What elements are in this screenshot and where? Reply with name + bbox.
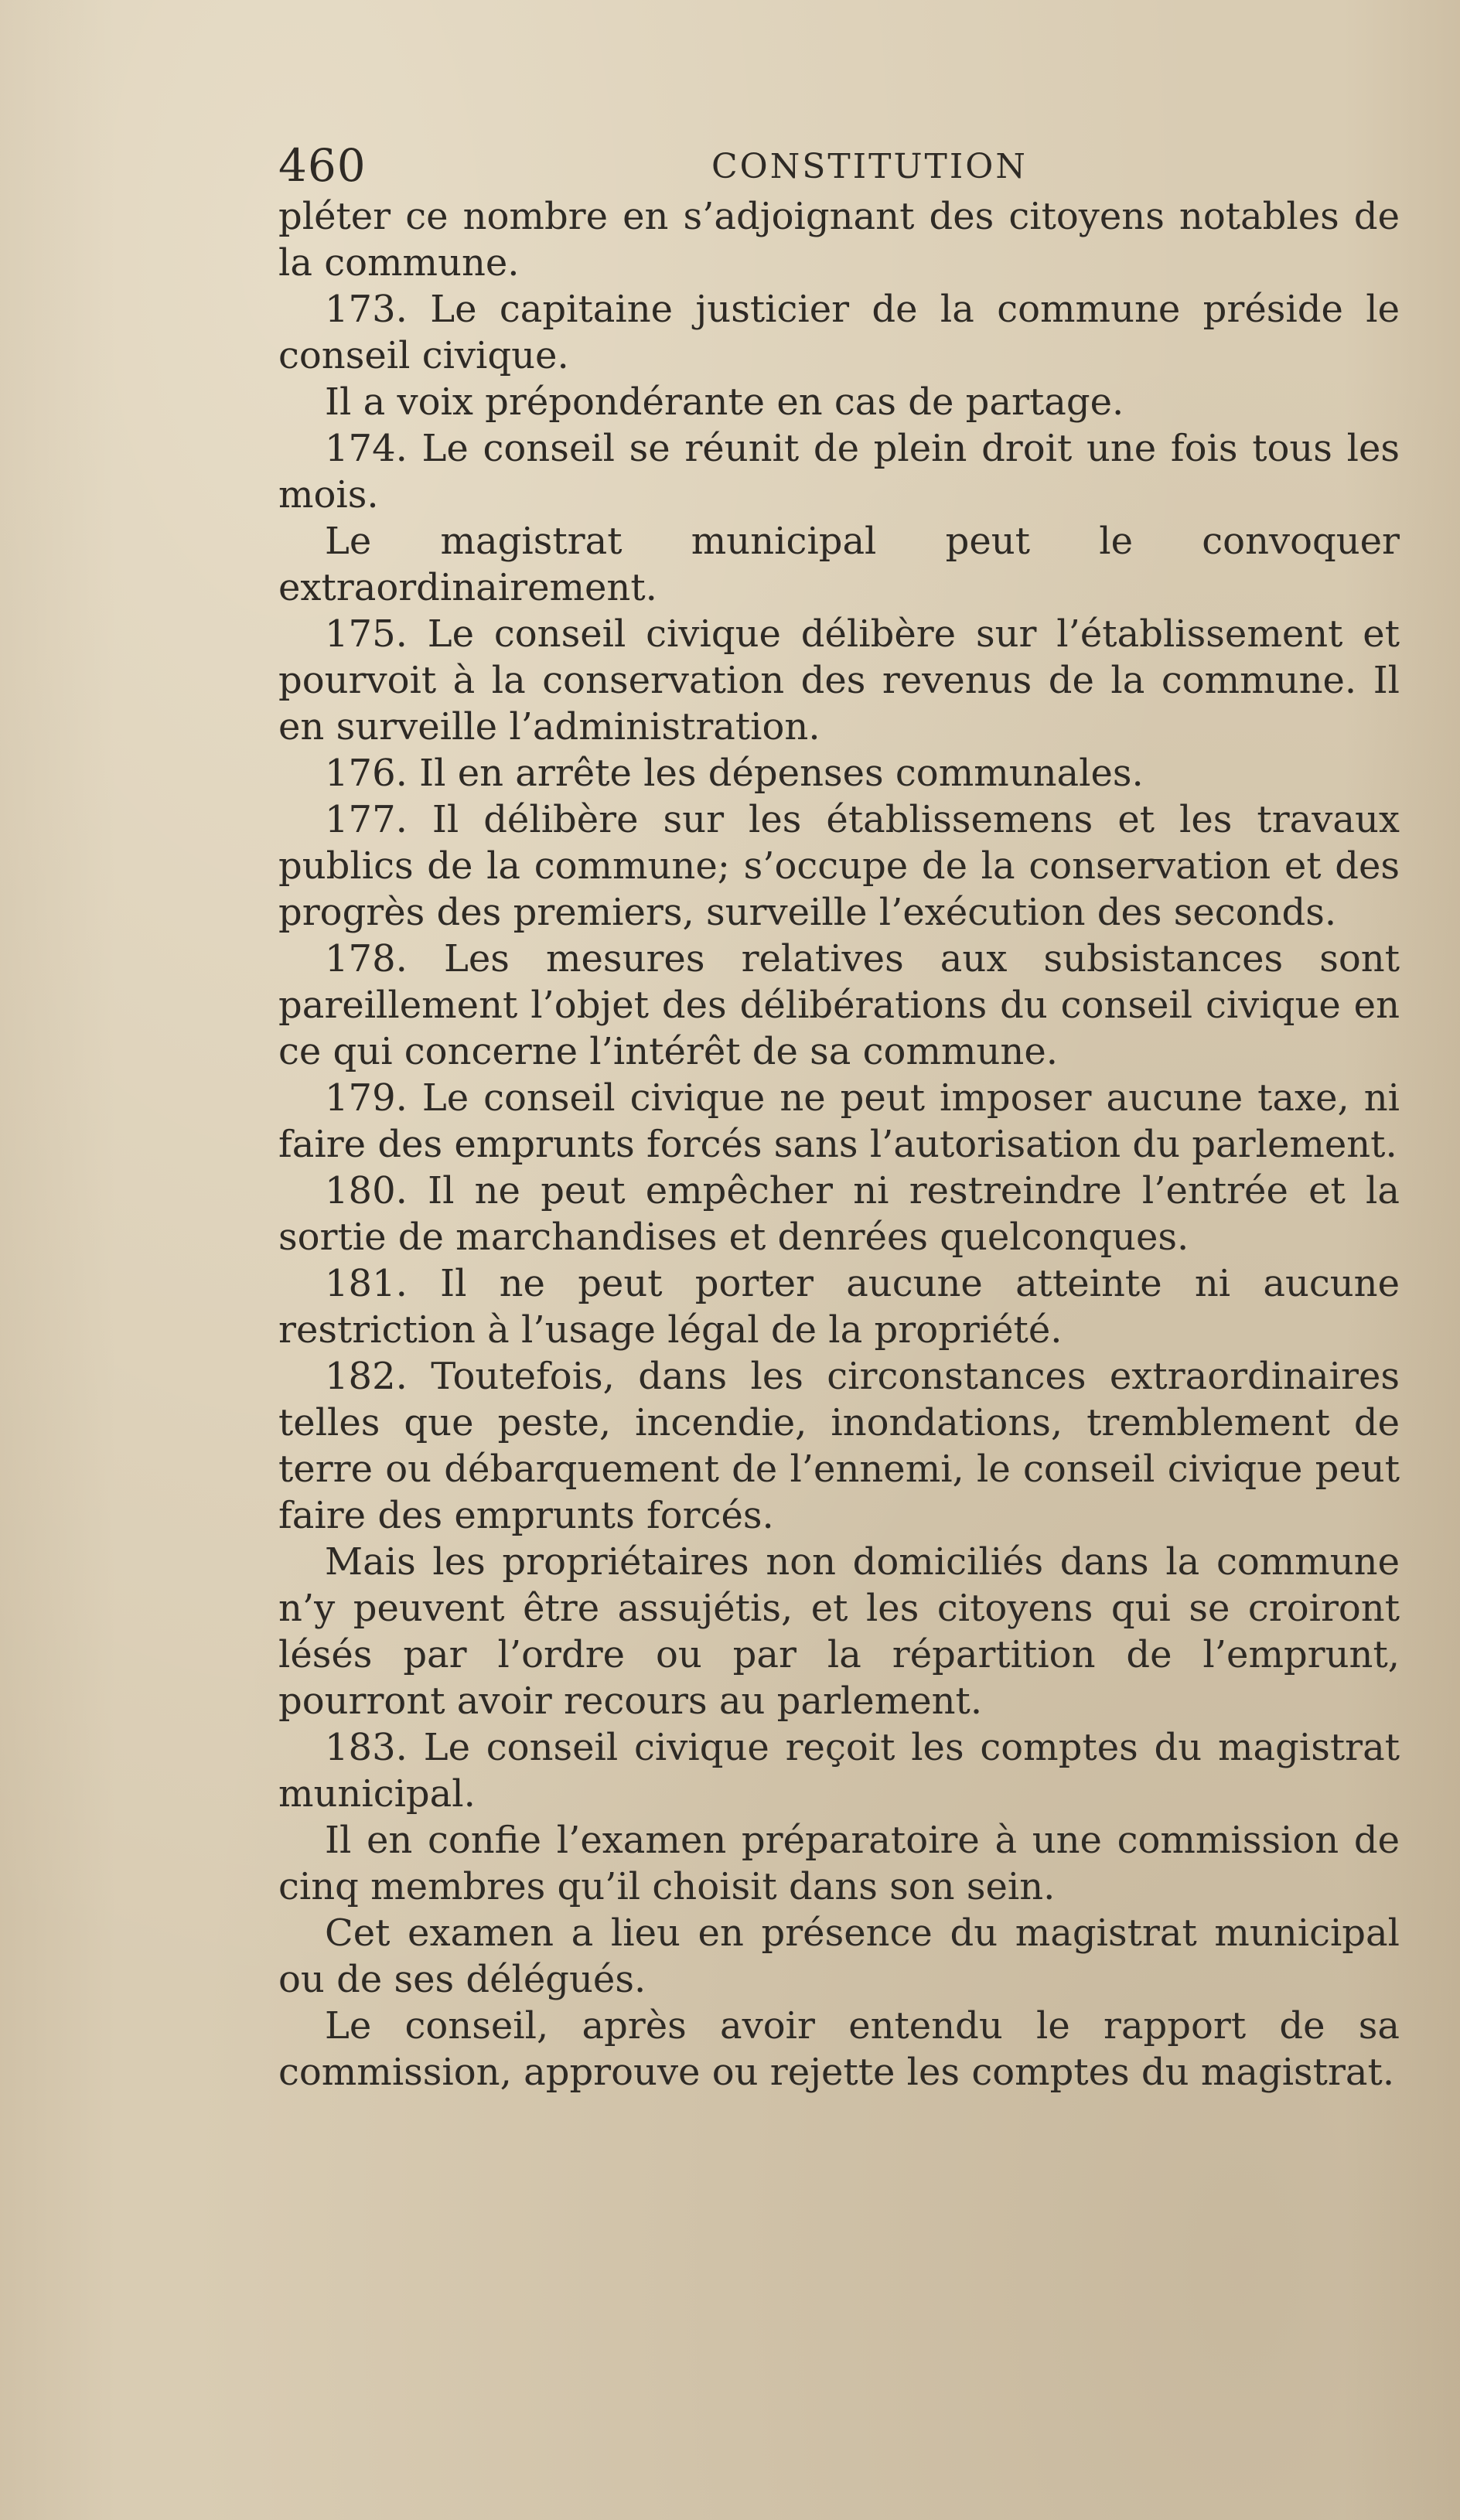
article-181: 181. Il ne peut porter aucune atteinte ni aucune restriction à l’usage légal de la propriété.: [278, 1262, 1400, 1352]
paragraph-continuation: pléter ce nombre en s’adjoignant des citoyens notables de la commune.: [278, 195, 1400, 285]
article-174: 174. Le conseil se réunit de plein droit une fois tous les mois.: [278, 427, 1400, 517]
page-number: 460: [278, 139, 367, 192]
paragraph: Il a voix prépondérante en cas de partage.: [325, 380, 1124, 424]
paragraph: Le magistrat municipal peut le convoquer extraordinairement.: [278, 520, 1400, 609]
article-179: 179. Le conseil civique ne peut imposer aucune taxe, ni faire des emprunts forcés sans l’autorisation du parlement.: [278, 1076, 1400, 1166]
paragraph: Le conseil, après avoir entendu le rapport de sa commission, approuve ou rejette les comptes du magistrat.: [278, 2004, 1400, 2094]
article-183: 183. Le conseil civique reçoit les comptes du magistrat municipal.: [278, 1726, 1400, 1816]
article-182: 182. Toutefois, dans les circonstances extraordinaires telles que peste, incendie, inondations, tremblement de terre ou débarquement de l’ennemi, le conseil civique peut faire des emprunts forcés.: [278, 1355, 1400, 1537]
article-175: 175. Le conseil civique délibère sur l’établissement et pourvoit à la conservation des revenus de la commune. Il en surveille l’administration.: [278, 612, 1400, 748]
article-177: 177. Il délibère sur les établissemens et les travaux publics de la commune; s’occupe de la conservation et des progrès des premiers, surveille l’exécution des seconds.: [278, 798, 1400, 934]
paragraph: Il en confie l’examen préparatoire à une commission de cinq membres qu’il choisit dans son sein.: [278, 1819, 1400, 1908]
paragraph: Cet examen a lieu en présence du magistrat municipal ou de ses délégués.: [278, 1911, 1400, 2001]
page-header: [278, 139, 1392, 201]
article-176: 176. Il en arrête les dépenses communales.: [325, 752, 1144, 795]
article-173: 173. Le capitaine justicier de la commune préside le conseil civique.: [278, 288, 1400, 377]
article-180: 180. Il ne peut empêcher ni restreindre l’entrée et la sortie de marchandises et denrées quelconques.: [278, 1169, 1400, 1259]
paragraph: Mais les propriétaires non domiciliés dans la commune n’y peuvent être assujétis, et les citoyens qui se croiront lésés par l’ordre ou par la répartition de l’emprunt, pourront avoir recours au parlement.: [278, 1540, 1400, 1723]
article-178: 178. Les mesures relatives aux subsistances sont pareillement l’objet des délibérations du conseil civique en ce qui concerne l’intérêt de sa commune.: [278, 937, 1400, 1073]
body-text: [278, 193, 1400, 2095]
running-title: CONSTITUTION: [711, 147, 1028, 186]
